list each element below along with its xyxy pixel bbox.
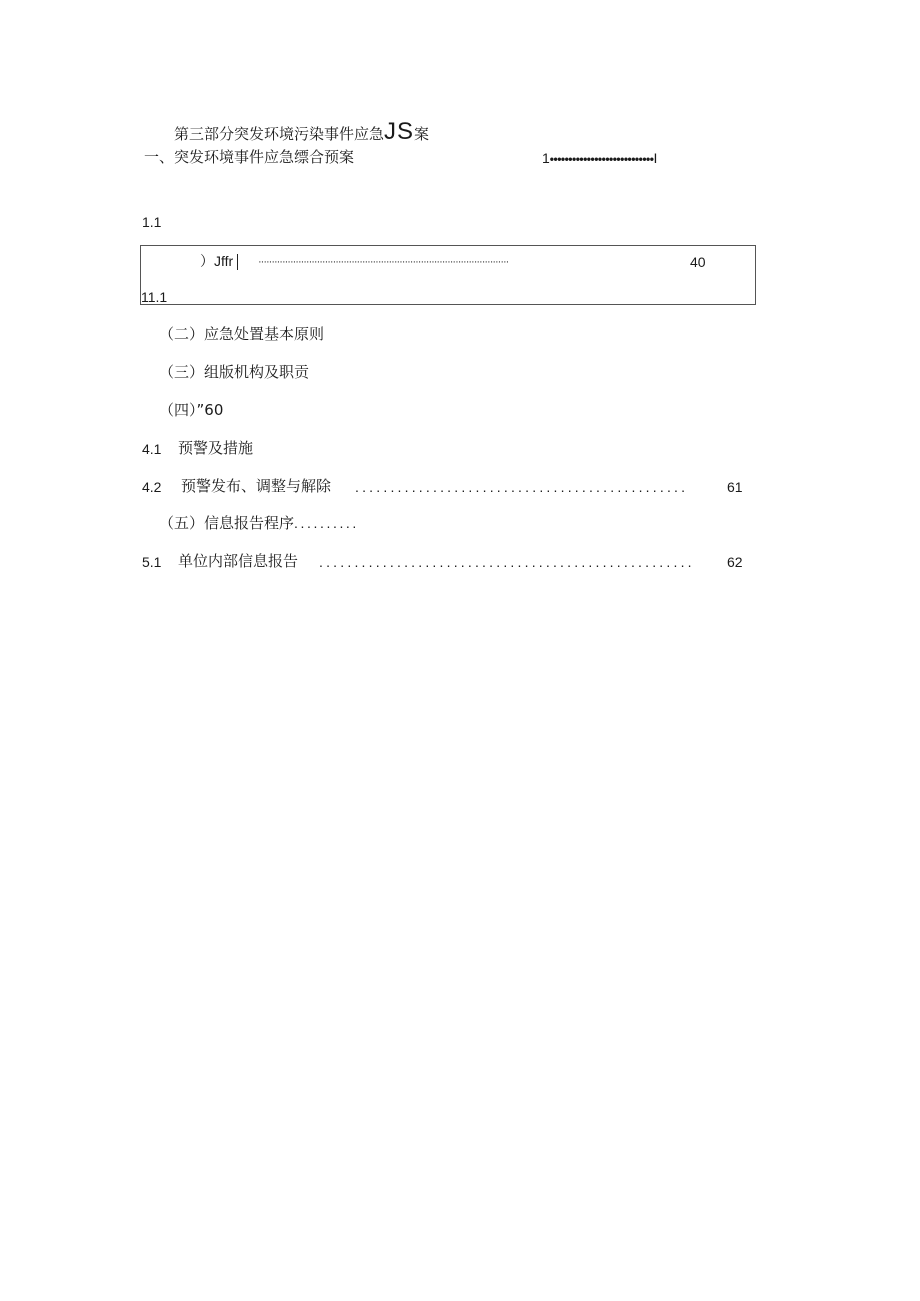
toc-entry-leader	[542, 149, 657, 168]
text-cursor-bar	[237, 254, 238, 270]
toc-entry-report-procedure[interactable]	[159, 514, 359, 532]
toc-entry-organization[interactable]: （三）组版机构及职贡	[159, 363, 310, 381]
toc-entry-label: （五）信息报告程序	[159, 514, 295, 532]
boxed-entry-page: 40	[690, 254, 706, 270]
leader-end: I	[653, 150, 658, 166]
toc-number-5-1: 5.1	[142, 554, 162, 570]
boxed-entry-text: ）Jffr	[200, 253, 234, 269]
toc-entry-four[interactable]: （四）”60	[159, 401, 224, 419]
leader-dots: ••••••••••••••••••••••••••••	[549, 152, 654, 166]
toc-entry-internal-report[interactable]: 单位内部信息报告	[178, 552, 299, 570]
title-prefix: 第三部分突发环境污染事件应急	[174, 125, 385, 143]
toc-number-11-1: 11.1	[141, 289, 168, 305]
toc-leader-5-1: .....................................................	[319, 554, 695, 570]
toc-entry-warning-release[interactable]: 预警发布、调整与解除	[181, 477, 332, 495]
title-suffix: 案	[414, 125, 430, 143]
toc-entry-basic-principles[interactable]: （二）应急处置基本原则	[159, 325, 325, 343]
toc-entry-label: 一、突发环境事件应急缥合预案	[144, 148, 355, 166]
leader-start: 1	[542, 150, 550, 166]
toc-entry-warning-measures[interactable]: 预警及措施	[178, 439, 254, 457]
toc-leader-5: ..........	[294, 515, 359, 531]
title-big-text: JS	[384, 118, 415, 145]
toc-leader-4-2: ...............................................	[355, 479, 689, 495]
boxed-entry-leader: ······························································································	[258, 256, 509, 268]
toc-page-61: 61	[727, 479, 743, 495]
toc-entry-comprehensive-plan[interactable]	[144, 148, 354, 166]
toc-number-4-2: 4.2	[142, 479, 162, 495]
document-title	[174, 118, 429, 146]
toc-number-1-1: 1.1	[142, 214, 162, 230]
toc-page-62: 62	[727, 554, 743, 570]
toc-number-4-1: 4.1	[142, 441, 162, 457]
toc-boxed-entry[interactable]	[200, 252, 242, 270]
